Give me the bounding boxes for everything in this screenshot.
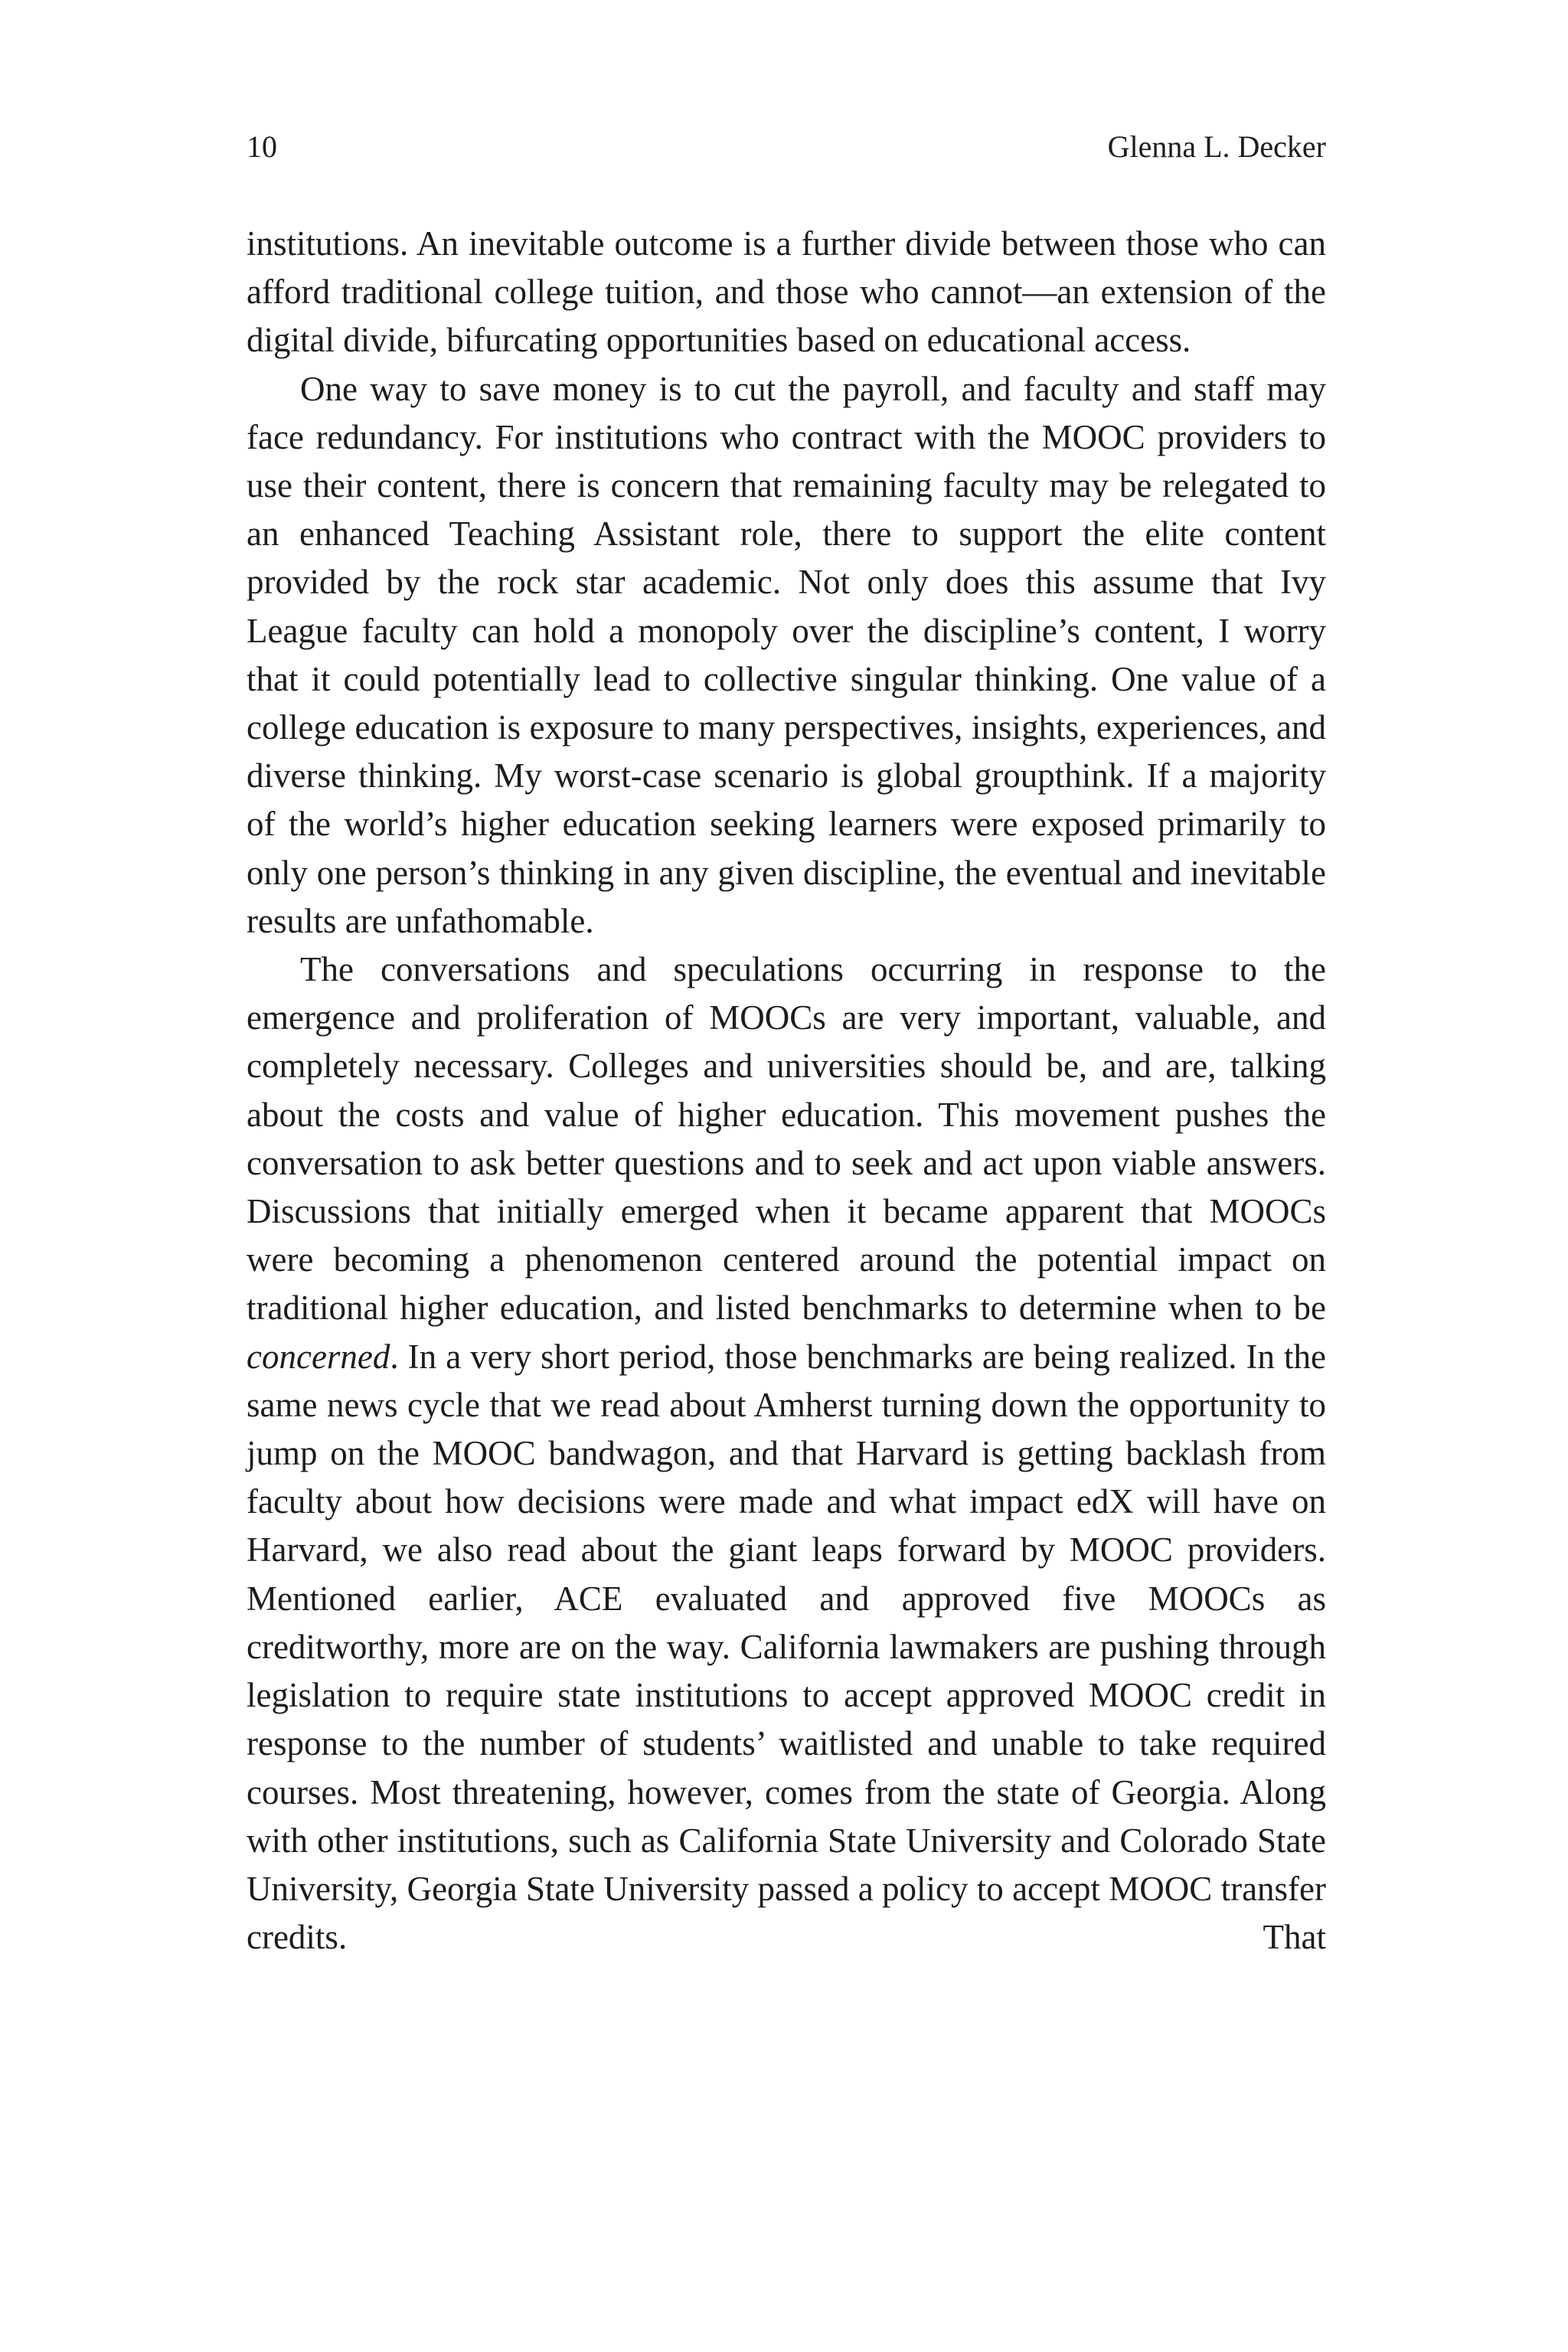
paragraph [247,946,1326,1962]
running-head-author: Glenna L. Decker [1107,129,1326,164]
italic-emphasis: concerned [247,1337,390,1376]
running-head [247,124,1326,170]
paragraph [247,220,1326,365]
paragraph-text: One way to save money is to cut the payroll, and faculty and staff may face redundancy. For institutions who contract with the MOOC providers to use their content, there is concern that remaining faculty may be relegated to an enhanced Teaching Assistant role, there to support the elite content provided by the rock star academic. Not only does this assume that Ivy League faculty can hold a monopoly over the discipline’s content, I worry that it could potentially lead to collective singular thinking. One value of a college education is exposure to many perspectives, insights, experiences, and diverse thinking. My worst-case scenario is global groupthink. If a majority of the world’s higher education seeking learners were exposed primarily to only one person’s thinking in any given discipline, the eventual and inevitable results are unfathomable. [247,369,1326,940]
body-text [247,220,1326,1962]
paragraph-text: institutions. An inevitable outcome is a further divide between those who can afford traditional college tuition, and those who cannot—an extension of the digital divide, bifurcating opportunities based on educational access. [247,224,1326,360]
paragraph-text: . In a very short period, those benchmarks are being realized. In the same news cycle that we read about Amherst turning down the opportunity to jump on the MOOC bandwagon, and that Harvard is getting backlash from faculty about how decisions were made and what impact edX will have on Harvard, we also read about the giant leaps forward by MOOC providers. Mentioned earlier, ACE evaluated and approved five MOOCs as creditworthy, more are on the way. California lawmakers are pushing through legislation to require state institutions to accept approved MOOC credit in response to the number of students’ waitlisted and unable to take required courses. Most threatening, however, comes from the state of Georgia. Along with other institutions, such as California State University and Colorado State University, Georgia State University passed a policy to accept MOOC transfer credits. That [247,1337,1326,1957]
paragraph [247,365,1326,946]
page-number: 10 [247,129,277,164]
paragraph-text: The conversations and speculations occurring in response to the emergence and proliferation of MOOCs are very important, valuable, and completely necessary. Colleges and universities should be, and are, talking about the costs and value of higher education. This movement pushes the conversation to ask better questions and to seek and act upon viable answers. Discussions that initially emerged when it became apparent that MOOCs were becoming a phenomenon centered around the potential impact on traditional higher education, and listed benchmarks to determine when to be [247,950,1326,1328]
